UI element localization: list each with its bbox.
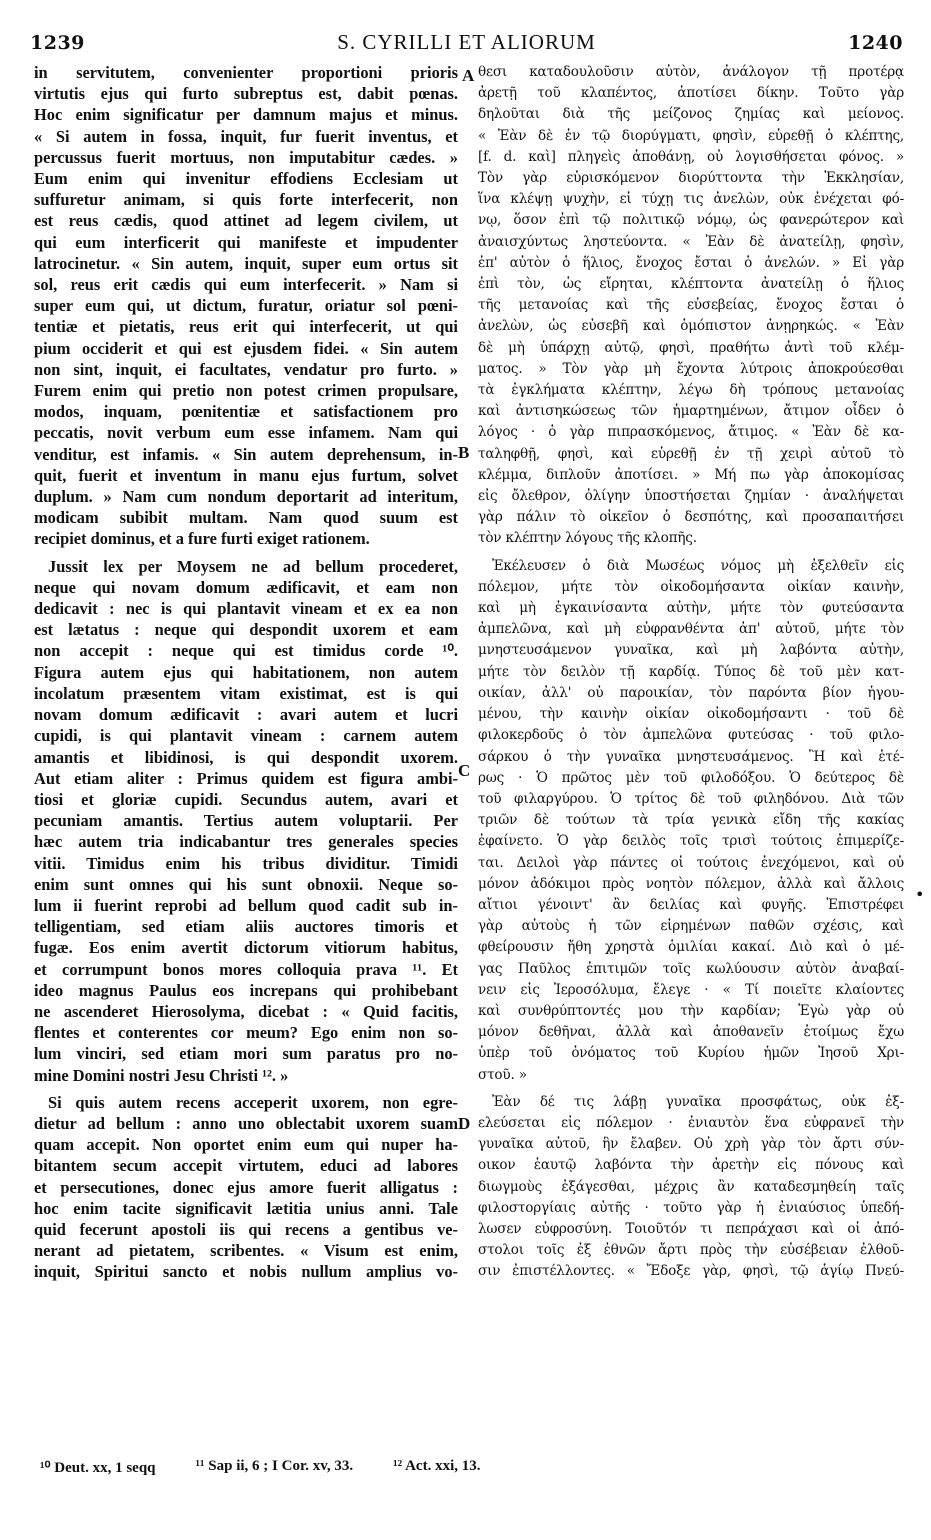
greek-text-line: ταληφθῇ, φησὶ, καὶ εὑρεθῇ ἐν τῇ χειρὶ αὐτοῦ τὸ — [478, 445, 904, 462]
margin-dot: • — [915, 885, 925, 904]
latin-text-line: recipiet dominus, et a fure furti exiget rationem. — [34, 529, 370, 549]
greek-text-line: καὶ συνθρύπτοντές μου τὴν καρδίαν; Ἐγὼ γὰρ οὐ — [478, 1002, 904, 1019]
section-marker-d: D — [458, 1114, 471, 1133]
latin-text-line: quid fecerunt apostoli iis qui recens a gentibus ve- — [34, 1219, 458, 1239]
latin-text-line: modos, inquam, pœnitentiæ et satisfactionem pro — [34, 402, 458, 422]
greek-text-line: φθείρουσιν ἤθη χρηστὰ ὁμιλίαι κακαί. Διὸ καὶ ὁ μέ- — [478, 939, 904, 956]
greek-text-line: ἀναισχύντως ληστεύοντα. « Ἐὰν δὲ ἀνατείλῃ, φησὶν, — [478, 233, 904, 250]
latin-text-line: pecuniam amantis. Tertius autem voluptarii. Per — [34, 811, 458, 831]
latin-text-line: qui eum interficerit qui manifeste et impudenter — [34, 232, 458, 252]
latin-text-line: tiosi et gloriæ cupidi. Secundus autem, avari et — [34, 789, 458, 809]
latin-text-line: ideo magnus Paulus eos increpans qui prohibebant — [34, 980, 458, 1000]
latin-text-line: nerant ad pietatem, scribentes. « Visum est enim, — [34, 1241, 458, 1261]
latin-text-line: Hoc enim significatur per damnum majus et minus. — [34, 105, 458, 125]
latin-text-line: « Si autem in fossa, inquit, fur fuerit inventus, et — [34, 126, 458, 146]
greek-text-line: λωσεν εὐφροσύνη. Τοιοῦτόν τι πεπράχασι καὶ οἱ ἀπό- — [478, 1220, 904, 1237]
greek-text-line: τοῦ φιλαργύρου. Ὁ τρίτος δὲ τοῦ φιληδόνου. Διὰ τῶν — [478, 790, 904, 807]
latin-text-line: Si quis autem recens acceperit uxorem, non egre- — [48, 1092, 458, 1112]
greek-text-line: ἀνελὼν, ὡς εὐσεβῆ καὶ ὁμόπιστον ἀνῃρηκώς. « Ἐὰν — [478, 318, 904, 335]
greek-text-line: γυναῖκα αὐτοῦ, ἣν ἔλαβεν. Οὐ χρὴ γὰρ τὸν ἄρτι σύν- — [478, 1136, 904, 1153]
latin-text-line: in servitutem, convenienter proportioni prioris — [34, 63, 458, 82]
latin-text-line: peccatis, novit verbum eum esse infamem. Nam qui — [34, 423, 458, 443]
greek-text-line: ἀμπελῶνα, καὶ μὴ εὐφρανθέντα ἀπ' αὐτοῦ, μήτε τὸν — [478, 621, 904, 638]
latin-text-line: Aut etiam aliter : Primus quidem est figura ambi- — [34, 768, 458, 788]
latin-text-line: hæc autem tria indicabantur tres generales species — [34, 832, 458, 852]
greek-text-line: μόνον ἀδόκιμοι πρὸς νοητὸν πόλεμον, ἀλλὰ καὶ ἄλλοις — [478, 875, 904, 892]
latin-text-line: Eum enim qui invenitur effodiens Ecclesiam ut — [34, 169, 458, 189]
greek-text-line: εἰς ὄλεθρον, ὀλίγην ὑποστήσεται ζημίαν · ἀναλήψεται — [478, 488, 904, 505]
latin-text-line: ne ascenderet Hierosolyma, dicebat : « Quid facitis, — [34, 1001, 458, 1021]
greek-text-line: τῆς μετανοίας καὶ τῆς εὐσεβείας, ἔνοχος ἔσται ὁ — [478, 297, 904, 314]
greek-text-line: νειν εἰς Ἱεροσόλυμα, ἔλεγε · « Τί ποιεῖτε κλαίοντες — [478, 981, 904, 998]
latin-text-line: modicam subibit multam. Nam quod suum est — [34, 508, 458, 528]
greek-text-line: τὸν κλέπτην λόγους τῆς κλοπῆς. — [478, 530, 697, 547]
greek-text-line: τὰ ἐγκλήματα κλέπτην, λέγω δὴ τρόπους μετανοίας — [478, 382, 904, 399]
greek-text-line: μένου, τὴν καινὴν οἰκίαν οἰκοδομήσαντι · τοῦ δὲ — [478, 706, 904, 723]
latin-text-line: flentes et conterentes cor meum? Ego enim non so- — [34, 1023, 458, 1043]
latin-text-line: duplum. » Nam cum nondum deportarit ad interitum, — [34, 487, 458, 507]
greek-text-line: Ἐκέλευσεν ὁ διὰ Μωσέως νόμος μὴ ἐξελθεῖν εἰς — [492, 557, 904, 574]
greek-text-line: ἐφαίνετο. Ὁ γὰρ δειλὸς τοῖς τρισὶ τούτοις ἐπιμερίζε- — [478, 833, 904, 850]
greek-text-line: ἐπὶ τὸν, ὡς εἴρηται, κλέπτοντα ἀνατείλῃ ὁ ἥλιος — [478, 276, 904, 293]
greek-text-line: οικον ἑαυτῷ λαβόντα τὴν ἀρετὴν εἰς πόνους καὶ — [478, 1157, 904, 1174]
greek-text-line: διωγμοὺς ἐξάγεσθαι, μέχρις ἂν καταδεσμηθείη ταῖς — [478, 1178, 904, 1195]
greek-text-line: λόγος · ὁ γὰρ πιπρασκόμενος, ἄτιμος. « Ἐὰν δὲ κα- — [478, 424, 904, 441]
greek-text-line: ρως · Ὁ πρῶτος μὲν τοῦ φιλοδόξου. Ὁ δεύτερος δὲ — [478, 769, 904, 786]
page-header — [30, 30, 903, 60]
latin-text-line: bitantem secum accepit virtutem, educi ad labores — [34, 1156, 458, 1176]
footnotes — [40, 1458, 900, 1477]
greek-text-line: Τὸν γὰρ εὑρισκόμενον διορύττοντα τὴν Ἐκκλησίαν, — [478, 170, 904, 187]
greek-text-line: μνηστευσάμενον γυναῖκα, καὶ μὴ λαβόντα αὐτὴν, — [478, 642, 904, 659]
latin-text-line: latrocinetur. « Sin autem, inquit, super eum ortus sit — [34, 253, 458, 273]
greek-text-line: [f. d. καὶ] πληγεὶς ἀποθάνῃ, οὐ λογισθήσεται φόνος. » — [478, 148, 904, 165]
latin-text-line: telligentiam, sed etiam aliis auctores timoris et — [34, 917, 458, 937]
greek-text-line: φιλοστοργίαις αὐτῆς · τοῦτο γὰρ ἡ ἐνιαύσιος ὑπεδή- — [478, 1199, 904, 1216]
latin-text-line: non sint, inquit, ei facultates, vendatur pro furto. » — [34, 359, 458, 379]
running-title: S. CYRILLI ET ALIORUM — [337, 30, 596, 54]
latin-text-line: neque qui novam domum ædificavit, et eam non — [34, 577, 458, 597]
section-marker-c: C — [458, 761, 471, 780]
latin-text-line: virtutis ejus qui furto subreptus est, dabit pœnas. — [34, 84, 458, 104]
greek-text-line: σιν ἐπιστέλλοντες. « Ἔδοξε γὰρ, φησὶ, τῷ ἁγίῳ Πνεύ- — [478, 1263, 904, 1280]
greek-text-line: ἐπ' αὐτὸν ὁ ἥλιος, ἔνοχος ἔσται ὁ ἀνελών. » Εἰ γὰρ — [478, 254, 904, 271]
latin-text-line: Jussit lex per Moysem ne ad bellum procederet, — [48, 556, 458, 576]
latin-text-line: est lætatus : neque qui despondit uxorem et eam — [34, 620, 458, 640]
greek-text-line: μήτε τὸν δειλὸν τῇ καρδίᾳ. Τύπος δὲ τοῦ μὲν κατ- — [478, 663, 904, 680]
footnote-11: ¹¹ Sap ii, 6 ; I Cor. xv, 33. — [195, 1458, 354, 1474]
greek-text-line: αἴτιοι γένοιντ' ἂν δειλίας καὶ φυγῆς. Ἐπιστρέφει — [478, 896, 904, 913]
greek-text-line: δηλοῦται διὰ τῆς μείζονος ζημίας καὶ μείονος. — [478, 106, 904, 123]
greek-text-line: ται. Δειλοὶ γὰρ πάντες οἱ τούτοις ἐνεχόμενοι, καὶ οὐ — [478, 854, 904, 871]
greek-column — [478, 62, 904, 1283]
latin-text-line: est reus cædis, quod attinet ad legem civilem, ut — [34, 211, 458, 231]
latin-text-line: fugæ. Eos enim avertit dictorum vitiorum habitus, — [34, 938, 458, 958]
latin-text-line: et corrumpunt bonos mores colloquia prava ¹¹. Et — [34, 959, 458, 979]
greek-text-line: καὶ ἀντισηκώσεως τῶν ἡμαρτημένων, ἄτιμον οἶδεν ὁ — [478, 403, 904, 420]
section-marker-a: A — [462, 66, 475, 85]
greek-text-line: γὰρ πάλιν τὸ οἰκεῖον ὁ δεσπότης, καὶ προσαπαιτήσει — [478, 509, 904, 526]
greek-text-line: στοῦ. » — [478, 1066, 527, 1083]
latin-text-line: et persecutiones, donec ejus amore fuerit alligatus : — [34, 1177, 458, 1197]
latin-column — [34, 62, 458, 1283]
page-number-right: 1240 — [848, 32, 903, 54]
latin-text-line: tentiæ et pietatis, reus erit qui interfecerit, ut qui — [34, 317, 458, 337]
latin-text-line: pium occiderit et qui est ejusdem fidei. « Sin autem — [34, 338, 458, 358]
latin-text-line: Furem enim qui pretio non potest crimen propulsare, — [34, 381, 458, 401]
greek-text-line: ὑπὲρ τοῦ ὀνόματος τοῦ Κυρίου ἡμῶν Ἰησοῦ Χρι- — [478, 1045, 904, 1062]
greek-text-line: ελεύσεται εἰς πόλεμον · ἐνιαυτὸν ἕνα εὐφρανεῖ τὴν — [478, 1114, 904, 1131]
latin-text-line: cupidi, is qui plantavit vineam : carnem autem — [34, 726, 458, 746]
latin-text-line: novam domum ædificavit : avari autem et lucri — [34, 705, 458, 725]
latin-text-line: lum vinciri, sed etiam mori sum paratus pro no- — [34, 1044, 458, 1064]
latin-text-line: mine Domini nostri Jesu Christi ¹². » — [34, 1065, 289, 1085]
latin-text-line: enim sunt omnes qui his sunt obnoxii. Neque so- — [34, 874, 458, 894]
latin-text-line: percussus fuerit mortuus, non imputabitur cædes. » — [34, 147, 458, 167]
latin-text-line: hoc enim tacite significavit lætitia unius anni. Tale — [34, 1198, 458, 1218]
greek-text-line: ἀρετῇ τοῦ κλαπέντος, ἀποτίσει δίκην. Τοῦτο γὰρ — [478, 85, 904, 102]
latin-text-line: vitii. Timidus enim his tribus dividitur. Timidi — [34, 853, 458, 873]
latin-text-line: inquit, Spiritui sancto et nobis nullum amplius vo- — [34, 1262, 458, 1282]
latin-text-line: incolatum præsentem vitam existimat, est is qui — [34, 683, 458, 703]
greek-text-line: νῳ, ὅσον ἐπὶ τῷ πολιτικῷ νόμῳ, ὡς φανερώτερον καὶ — [478, 212, 904, 229]
greek-text-line: τριῶν δὲ τούτων τὰ τρία γενικὰ εἴδη τῆς κακίας — [478, 812, 904, 829]
greek-text-line: μόνον δεθῆναι, ἀλλὰ καὶ ἀποθανεῖν ἑτοίμως ἔχω — [478, 1024, 904, 1041]
latin-text-line: sol, reus erit cædis qui eum interfecerit. » Nam si — [34, 275, 458, 295]
latin-text-line: dietur ad bellum : anno uno oblectabit uxorem suam — [34, 1113, 458, 1133]
latin-text-line: non accepit : neque qui est timidus corde ¹⁰. — [34, 641, 458, 661]
greek-text-line: θεσι καταδουλοῦσιν αὐτὸν, ἀνάλογον τῇ προτέρᾳ — [478, 64, 904, 80]
latin-text-line: quit, fuerit et inventum in manu ejus furtum, solvet — [34, 465, 458, 485]
latin-text-line: lum ii fuerint reprobi ad bellum quod cadit sub in- — [34, 895, 458, 915]
greek-text-line: οικίαν, ἀλλ' οὐ παροικίαν, τὸν παρόντα βίον ἡγου- — [478, 684, 904, 701]
greek-text-line: πόλεμον, μήτε τὸν οἰκοδομήσαντα οἰκίαν καινὴν, — [478, 578, 904, 595]
latin-text-line: Figura autem ejus qui habitationem, non autem — [34, 662, 458, 682]
greek-text-line: φιλοκερδοῦς ὁ τὸν ἀμπελῶνα φυτεύσας · τοῦ φιλο- — [478, 727, 904, 744]
footnote-12: ¹² Act. xxi, 13. — [393, 1458, 481, 1474]
greek-text-line: ἵνα κλέψῃ ψυχὴν, εἰ τύχῃ τις ἀνελὼν, οὐκ ἐνέχεται φό- — [478, 191, 904, 208]
latin-text-line: venditur, est infamis. « Sin autem deprehensum, in- — [34, 444, 458, 464]
latin-text-line: amantis et libidinosi, is qui despondit uxorem. — [34, 747, 458, 767]
greek-text-line: καὶ μὴ ἐγκαινίσαντα αὐτὴν, μήτε τὸν φυτεύσαντα — [478, 600, 904, 617]
section-marker-b: B — [458, 443, 470, 462]
latin-text-line: quam accepit. Non oportet enim eum qui nuper ha- — [34, 1135, 458, 1155]
greek-text-line: Ἐὰν δέ τις λάβῃ γυναῖκα προσφάτως, οὐκ ἐξ- — [492, 1093, 904, 1110]
latin-text-line: suffuretur animam, si quis forte interfecerit, non — [34, 190, 458, 210]
greek-text-line: « Ἐὰν δὲ ἐν τῷ διορύγματι, φησὶν, εὑρεθῇ ὁ κλέπτης, — [478, 127, 904, 144]
page-number-left: 1239 — [30, 32, 85, 54]
footnote-10: ¹⁰ Deut. xx, 1 seqq — [40, 1460, 156, 1476]
greek-text-line: κλέμμα, διπλοῦν ἀποτίσει. » Μή πω γὰρ ἀποκομίσας — [478, 466, 904, 483]
greek-text-line: γας Παῦλος ἐπιτιμῶν τοῖς κωλύουσιν αὐτὸν ἀναβαί- — [478, 960, 904, 977]
greek-text-line: στολοι τοῖς ἐξ ἐθνῶν ἄρτι πρὸς τὴν εὐσέβειαν ἐλθοῦ- — [478, 1242, 904, 1259]
greek-text-line: ματος. » Τὸν γὰρ μὴ ἔχοντα λύτροις ἀποκρούεσθαι — [478, 360, 904, 377]
greek-text-line: δὲ μὴ ὑπάρχῃ αὐτῷ, φησὶ, πραθήτω ἀντὶ τοῦ κλέμ- — [478, 339, 904, 356]
latin-text-line: dedicavit : nec is qui plantavit vineam et ex ea non — [34, 599, 458, 619]
latin-text-line: super eum qui, ut dictum, furatur, oriatur sol pœni- — [34, 296, 458, 316]
greek-text-line: γὰρ αὐτοὺς ἡ τῶν εἰρημένων παθῶν σχέσις, καὶ — [478, 918, 904, 935]
greek-text-line: σάρκου ὁ τὴν γυναῖκα μνηστευσάμενος. Ἢ καὶ ἑτέ- — [478, 748, 904, 765]
